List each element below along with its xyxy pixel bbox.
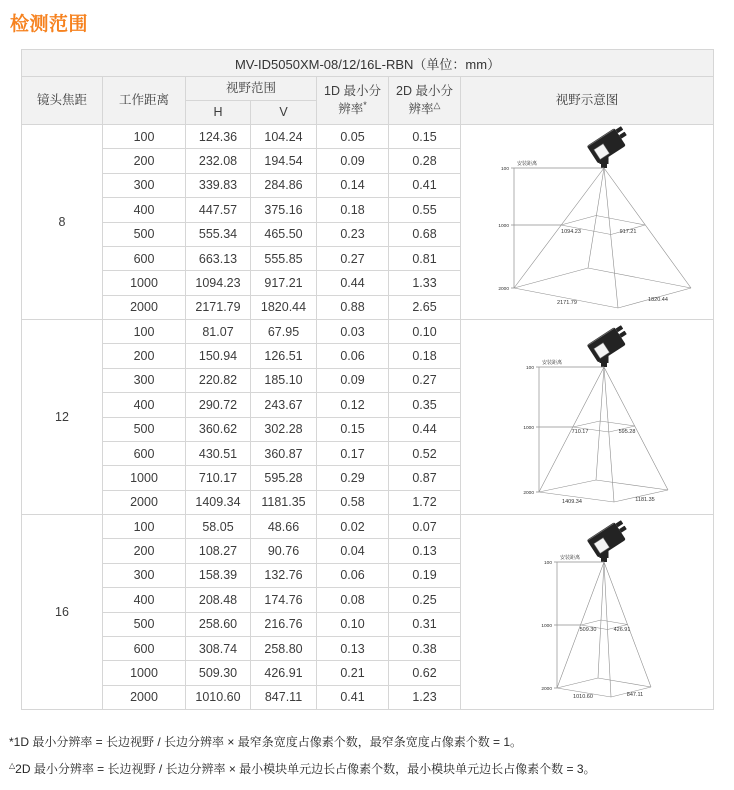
fov-v-cell: 243.67 bbox=[251, 393, 317, 417]
col-header-fov-range: 视野范围 bbox=[186, 77, 317, 101]
res-1d-cell: 0.88 bbox=[317, 295, 389, 319]
fov-v-cell: 67.95 bbox=[251, 320, 317, 344]
working-distance-cell: 100 bbox=[103, 125, 186, 149]
res-1d-cell: 0.08 bbox=[317, 588, 389, 612]
mid-plane-v-label: 426.91 bbox=[613, 627, 631, 633]
fov-h-cell: 339.83 bbox=[186, 173, 251, 197]
res-2d-cell: 0.31 bbox=[389, 612, 461, 636]
fov-h-cell: 430.51 bbox=[186, 441, 251, 465]
working-distance-cell: 300 bbox=[103, 563, 186, 587]
focal-length-cell: 8 bbox=[22, 125, 103, 320]
fov-v-cell: 302.28 bbox=[251, 417, 317, 441]
fov-v-cell: 104.24 bbox=[251, 125, 317, 149]
res-1d-cell: 0.29 bbox=[317, 466, 389, 490]
working-distance-cell: 2000 bbox=[103, 295, 186, 319]
fov-pyramid-diagram bbox=[461, 320, 712, 514]
fov-v-cell: 847.11 bbox=[251, 685, 317, 709]
bottom-plane-v-label: 847.11 bbox=[626, 692, 644, 698]
res-2d-cell: 2.65 bbox=[389, 295, 461, 319]
col-header-2d-resolution: 2D 最小分 辨率△ bbox=[389, 77, 461, 125]
res-2d-cell: 0.15 bbox=[389, 125, 461, 149]
table-title-row bbox=[22, 50, 714, 77]
res-1d-cell: 0.18 bbox=[317, 198, 389, 222]
working-distance-cell: 500 bbox=[103, 222, 186, 246]
detection-range-table bbox=[21, 49, 714, 710]
res-1d-cell: 0.06 bbox=[317, 344, 389, 368]
camera-icon bbox=[587, 324, 632, 367]
fov-v-cell: 595.28 bbox=[251, 466, 317, 490]
res-1d-cell: 0.06 bbox=[317, 563, 389, 587]
footnote-1d-marker: * bbox=[9, 735, 14, 749]
footnote-2d-text: 2D 最小分辨率 = 长边视野 / 长边分辨率 × 最小模块单元边长占像素个数，最小模块单元边长占像素个数 = 3。 bbox=[15, 762, 596, 776]
res-2d-cell: 0.62 bbox=[389, 661, 461, 685]
footnote-1d bbox=[9, 730, 734, 754]
fov-v-cell: 126.51 bbox=[251, 344, 317, 368]
res-2d-cell: 0.28 bbox=[389, 149, 461, 173]
res-2d-cell: 1.23 bbox=[389, 685, 461, 709]
res-2d-cell: 1.72 bbox=[389, 490, 461, 514]
fov-v-cell: 194.54 bbox=[251, 149, 317, 173]
bottom-plane-h-label: 2171.79 bbox=[557, 300, 577, 306]
fov-h-cell: 2171.79 bbox=[186, 295, 251, 319]
view-frustum bbox=[514, 168, 691, 308]
fov-v-cell: 284.86 bbox=[251, 173, 317, 197]
working-distance-cell: 500 bbox=[103, 612, 186, 636]
fov-v-cell: 555.85 bbox=[251, 246, 317, 270]
fov-v-cell: 216.76 bbox=[251, 612, 317, 636]
working-distance-cell: 1000 bbox=[103, 271, 186, 295]
res-2d-cell: 0.44 bbox=[389, 417, 461, 441]
res-2d-cell: 0.35 bbox=[389, 393, 461, 417]
working-distance-cell: 1000 bbox=[103, 466, 186, 490]
fov-h-cell: 1409.34 bbox=[186, 490, 251, 514]
distance-axis bbox=[541, 554, 604, 692]
col-header-fov-v: V bbox=[251, 101, 317, 125]
fov-h-cell: 710.17 bbox=[186, 466, 251, 490]
fov-pyramid-diagram bbox=[461, 125, 712, 319]
res-2d-cell: 0.25 bbox=[389, 588, 461, 612]
camera-icon bbox=[587, 125, 632, 168]
fov-v-cell: 375.16 bbox=[251, 198, 317, 222]
fov-v-cell: 465.50 bbox=[251, 222, 317, 246]
axis-tick: 1000 bbox=[541, 624, 552, 629]
axis-tick: 1000 bbox=[523, 426, 534, 431]
mid-plane-v-label: 917.21 bbox=[619, 229, 637, 235]
view-frustum bbox=[539, 367, 668, 502]
res-2d-cell: 0.19 bbox=[389, 563, 461, 587]
fov-h-cell: 108.27 bbox=[186, 539, 251, 563]
res-1d-cell: 0.58 bbox=[317, 490, 389, 514]
fov-v-cell: 360.87 bbox=[251, 441, 317, 465]
camera-icon bbox=[587, 519, 632, 562]
fov-v-cell: 258.80 bbox=[251, 636, 317, 660]
working-distance-cell: 400 bbox=[103, 198, 186, 222]
focal-length-cell: 16 bbox=[22, 515, 103, 710]
axis-tick: 2000 bbox=[541, 687, 552, 692]
fov-h-cell: 232.08 bbox=[186, 149, 251, 173]
mid-plane-h-label: 710.17 bbox=[571, 429, 589, 435]
fov-h-cell: 663.13 bbox=[186, 246, 251, 270]
res-2d-cell: 0.38 bbox=[389, 636, 461, 660]
col-header-fov-diagram: 视野示意图 bbox=[461, 77, 714, 125]
footnote-2d bbox=[9, 754, 734, 781]
fov-h-cell: 258.60 bbox=[186, 612, 251, 636]
fov-h-cell: 509.30 bbox=[186, 661, 251, 685]
res-1d-cell: 0.05 bbox=[317, 125, 389, 149]
fov-diagram-12mm bbox=[461, 320, 714, 515]
fov-h-cell: 290.72 bbox=[186, 393, 251, 417]
fov-dimension-labels bbox=[562, 429, 655, 505]
fov-v-cell: 185.10 bbox=[251, 368, 317, 392]
axis-tick: 2000 bbox=[523, 491, 534, 496]
working-distance-cell: 600 bbox=[103, 441, 186, 465]
column-header-row bbox=[22, 77, 714, 101]
fov-h-cell: 220.82 bbox=[186, 368, 251, 392]
res-1d-cell: 0.09 bbox=[317, 149, 389, 173]
fov-diagram-16mm bbox=[461, 515, 714, 710]
working-distance-cell: 2000 bbox=[103, 685, 186, 709]
res-2d-cell: 0.41 bbox=[389, 173, 461, 197]
distance-axis bbox=[498, 160, 604, 292]
axis-tick: 100 bbox=[500, 167, 509, 172]
fov-h-cell: 555.34 bbox=[186, 222, 251, 246]
footnotes bbox=[9, 730, 734, 781]
footnote-1d-text: 1D 最小分辨率 = 长边视野 / 长边分辨率 × 最窄条宽度占像素个数，最窄条宽度占像素个数 = 1。 bbox=[13, 735, 523, 749]
mid-plane-h-label: 1094.23 bbox=[561, 229, 581, 235]
col-header-focal-length: 镜头焦距 bbox=[22, 77, 103, 125]
res-1d-cell: 0.09 bbox=[317, 368, 389, 392]
res-1d-cell: 0.23 bbox=[317, 222, 389, 246]
working-distance-cell: 200 bbox=[103, 149, 186, 173]
working-distance-cell: 1000 bbox=[103, 661, 186, 685]
bottom-plane-h-label: 1409.34 bbox=[562, 499, 582, 505]
res-1d-cell: 0.21 bbox=[317, 661, 389, 685]
col-header-working-distance: 工作距离 bbox=[103, 77, 186, 125]
working-distance-cell: 500 bbox=[103, 417, 186, 441]
fov-pyramid-diagram bbox=[461, 515, 712, 709]
fov-v-cell: 917.21 bbox=[251, 271, 317, 295]
axis-tick: 1000 bbox=[498, 224, 509, 229]
footnote-marker-asterisk: * bbox=[363, 100, 367, 111]
res-2d-cell: 0.13 bbox=[389, 539, 461, 563]
working-distance-cell: 300 bbox=[103, 368, 186, 392]
res-1d-cell: 0.17 bbox=[317, 441, 389, 465]
fov-h-cell: 58.05 bbox=[186, 515, 251, 539]
res-1d-cell: 0.10 bbox=[317, 612, 389, 636]
working-distance-cell: 200 bbox=[103, 539, 186, 563]
distance-axis bbox=[523, 359, 604, 496]
table-row bbox=[22, 320, 714, 344]
fov-diagram-8mm bbox=[461, 125, 714, 320]
table-row bbox=[22, 125, 714, 149]
fov-h-cell: 150.94 bbox=[186, 344, 251, 368]
fov-h-cell: 447.57 bbox=[186, 198, 251, 222]
working-distance-cell: 2000 bbox=[103, 490, 186, 514]
axis-tick: 100 bbox=[543, 561, 552, 566]
col-header-fov-h: H bbox=[186, 101, 251, 125]
focal-length-cell: 12 bbox=[22, 320, 103, 515]
axis-tick: 2000 bbox=[498, 287, 509, 292]
fov-h-cell: 81.07 bbox=[186, 320, 251, 344]
working-distance-cell: 600 bbox=[103, 636, 186, 660]
fov-h-cell: 308.74 bbox=[186, 636, 251, 660]
res-2d-cell: 0.68 bbox=[389, 222, 461, 246]
fov-dimension-labels bbox=[557, 229, 668, 306]
axis-tick: 100 bbox=[525, 366, 534, 371]
res-1d-cell: 0.14 bbox=[317, 173, 389, 197]
res-2d-cell: 0.27 bbox=[389, 368, 461, 392]
fov-v-cell: 1820.44 bbox=[251, 295, 317, 319]
working-distance-cell: 400 bbox=[103, 588, 186, 612]
res-2d-cell: 0.07 bbox=[389, 515, 461, 539]
page-title: 检测范围 bbox=[10, 14, 89, 35]
res-1d-cell: 0.44 bbox=[317, 271, 389, 295]
fov-v-cell: 48.66 bbox=[251, 515, 317, 539]
view-frustum bbox=[557, 562, 651, 697]
fov-h-cell: 158.39 bbox=[186, 563, 251, 587]
table-row bbox=[22, 515, 714, 539]
working-distance-cell: 400 bbox=[103, 393, 186, 417]
working-distance-cell: 100 bbox=[103, 515, 186, 539]
res-1d-cell: 0.12 bbox=[317, 393, 389, 417]
res-1d-cell: 0.02 bbox=[317, 515, 389, 539]
col-header-1d-resolution: 1D 最小分 辨率* bbox=[317, 77, 389, 125]
working-distance-cell: 100 bbox=[103, 320, 186, 344]
bottom-plane-h-label: 1010.60 bbox=[573, 694, 593, 700]
working-distance-cell: 200 bbox=[103, 344, 186, 368]
res-2d-cell: 0.10 bbox=[389, 320, 461, 344]
mid-plane-h-label: 509.30 bbox=[579, 627, 597, 633]
res-2d-cell: 0.55 bbox=[389, 198, 461, 222]
res-2d-cell: 0.81 bbox=[389, 246, 461, 270]
res-1d-cell: 0.03 bbox=[317, 320, 389, 344]
footnote-2d-marker: △ bbox=[9, 761, 16, 770]
res-1d-cell: 0.13 bbox=[317, 636, 389, 660]
fov-v-cell: 90.76 bbox=[251, 539, 317, 563]
res-2d-cell: 0.87 bbox=[389, 466, 461, 490]
res-2d-cell: 0.18 bbox=[389, 344, 461, 368]
fov-h-cell: 1010.60 bbox=[186, 685, 251, 709]
res-1d-cell: 0.41 bbox=[317, 685, 389, 709]
fov-v-cell: 426.91 bbox=[251, 661, 317, 685]
res-2d-cell: 1.33 bbox=[389, 271, 461, 295]
working-distance-cell: 600 bbox=[103, 246, 186, 270]
fov-v-cell: 174.76 bbox=[251, 588, 317, 612]
working-distance-cell: 300 bbox=[103, 173, 186, 197]
fov-v-cell: 1181.35 bbox=[251, 490, 317, 514]
fov-h-cell: 1094.23 bbox=[186, 271, 251, 295]
fov-h-cell: 208.48 bbox=[186, 588, 251, 612]
fov-h-cell: 360.62 bbox=[186, 417, 251, 441]
fov-h-cell: 124.36 bbox=[186, 125, 251, 149]
axis-label: 安装距离 bbox=[560, 555, 581, 561]
bottom-plane-v-label: 1181.35 bbox=[635, 497, 655, 503]
axis-label: 安装距离 bbox=[542, 360, 563, 366]
axis-label: 安装距离 bbox=[517, 161, 538, 167]
fov-v-cell: 132.76 bbox=[251, 563, 317, 587]
res-1d-cell: 0.04 bbox=[317, 539, 389, 563]
footnote-marker-triangle: △ bbox=[433, 100, 441, 111]
table-title: MV-ID5050XM-08/12/16L-RBN（单位：mm） bbox=[22, 50, 714, 77]
res-2d-cell: 0.52 bbox=[389, 441, 461, 465]
mid-plane-v-label: 595.28 bbox=[618, 429, 636, 435]
bottom-plane-v-label: 1820.44 bbox=[648, 297, 668, 303]
res-1d-cell: 0.15 bbox=[317, 417, 389, 441]
res-1d-cell: 0.27 bbox=[317, 246, 389, 270]
